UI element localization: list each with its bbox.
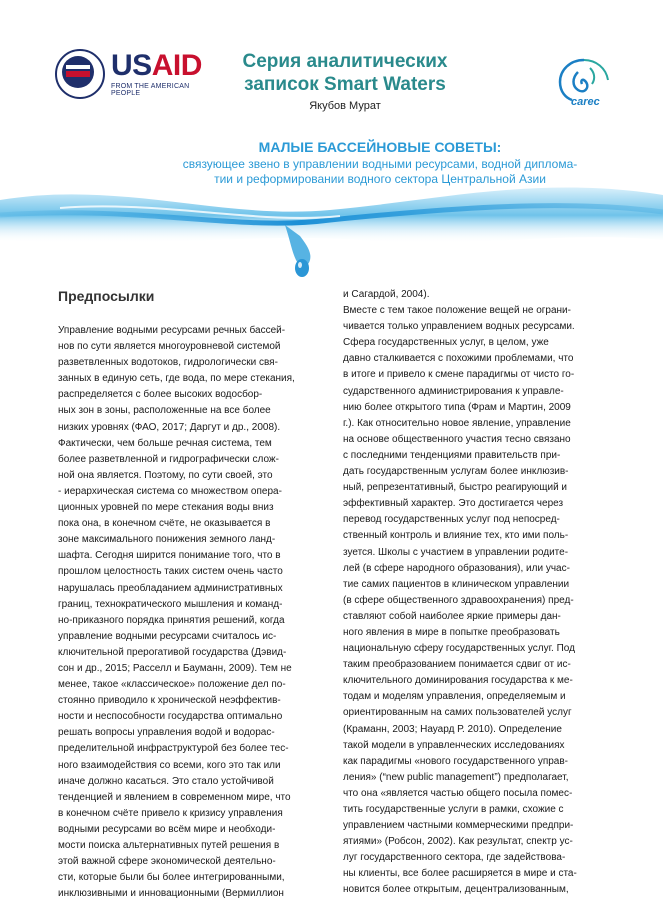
series-title: Серия аналитических записок Smart Waters [242,51,448,95]
body-text-left: Управление водными ресурсами речных бассей- нов по сути является многоуровневой системой разветвленных водотоков, гидрологически свя- занных в единую сеть, где вода, по мере стекания, распределяется с более высоких водосбор- ных зон в зоны, расположенные на все более низких уровнях (ФАО, 2017; Даргут и др., 2008). Фактически, чем больше речная система, тем более разветвленной и гидрографически слож- ной она является. Поэтому, по сути своей, это - иерархическая система со множеством опера- ционных уровней по мере стекания воды вниз пока она, в конечном счёте, не оказывается в зоне максимального понижения земного ланд- шафта. Сегодня ширится понимание того, что в прошлом целостность таких систем очень часто нарушалась преобладанием административных границ, технократического мышления и команд- но-приказного порядка принятия решений, когда управление водными ресурсами считалось ис- ключительной прерогативой государства (Дэвид- сон и др., 2015; Расселл и Бауманн, 2009). Тем не менее, такое «классическое» положение дел по- стоянно приводило к хронической неэффектив- ности и неспособности государства оптимально решать вопросы управления водой и водорас- пределительной инфраструктурой без более тес- ного взаимодействия со всеми, кого это так или иначе должно касаться. Это стало устойчивой тенденцией и явлением в современном мире, что в конечном счёте привело к кризису управления водными ресурсами во всём мире и необходи- мости поиска альтернативных путей решения в этой важной сфере экономической деятельно- сти, которые были бы более интегрированными, инклюзивными и инновационными (Вермиллион [58,325,295,900]
header-banner [0,0,663,290]
usaid-logo [55,49,215,99]
column-right [343,287,608,899]
author-name: Якубов Мурат [309,100,381,112]
column-left [58,287,322,902]
carec-wordmark: carec [571,96,600,108]
usaid-wordmark: USAID [111,49,202,82]
document-subtitle: связующее звено в управлении водными ресурсами, водной диплома- тии и реформировании водного сектора Центральной Азии [182,157,578,186]
usaid-tagline: FROM THE AMERICAN PEOPLE [111,83,190,97]
usaid-seal-icon [55,49,105,99]
water-splash-image [0,170,663,290]
document-title: МАЛЫЕ БАССЕЙНОВЫЕ СОВЕТЫ: [258,139,502,155]
section-heading: Предпосылки [58,288,155,304]
body-text-right: и Сагардой, 2004). Вместе с тем такое положение вещей не ограни- чивается только управлением водных ресурсами. Сфера государственных услуг, в целом, уже давно сталкивается с похожими проблемами, что в итоге и привело к смене парадигмы от чисто го- сударственного администрирования к управле- нию более открытого типа (Фрам и Мартин, 2009 г.). Как относительно новое явление, управление на основе общественного участия тесно связано с последними тенденциями правительств при- дать государственным услугам более инклюзив- ный, репрезентативный, быстро реагирующий и эффективный характер. Это достигается через перевод государственных услуг под непосред- ственный контроль и влияние тех, кто ими поль- зуется. Школы с участием в управлении родите- лей (в сфере народного образования), или учас- тие самих пациентов в клиническом управлении (в сфере общественного здравоохранения) пред- ставляют собой наиболее яркие примеры дан- ного явления в мире в попытке преобразовать национальную сферу государственных услуг. Под таким преобразованием понимается сдвиг от ис- ключительного доминирования государства к ме- тодам и моделям управления, определяемым и ориентированным на самих пользователей услуг (Краманн, 2003; Науард Р. 2010). Определение такой модели в управленческих исследованиях как парадигмы «нового государственного управ- ления» (“new public management”) предполагает, что она «является частью общего посыла помес- тить государственные услуги в рамки, схожие с управлением частными коммерческими предпри- ятиями» (Робсон, 2002). Как результат, спектр ус- луг государственного сектора, где задействова- ны клиенты, все более расширяется в мире и ста- новится более открытым, децентрализованным, [343,289,577,896]
